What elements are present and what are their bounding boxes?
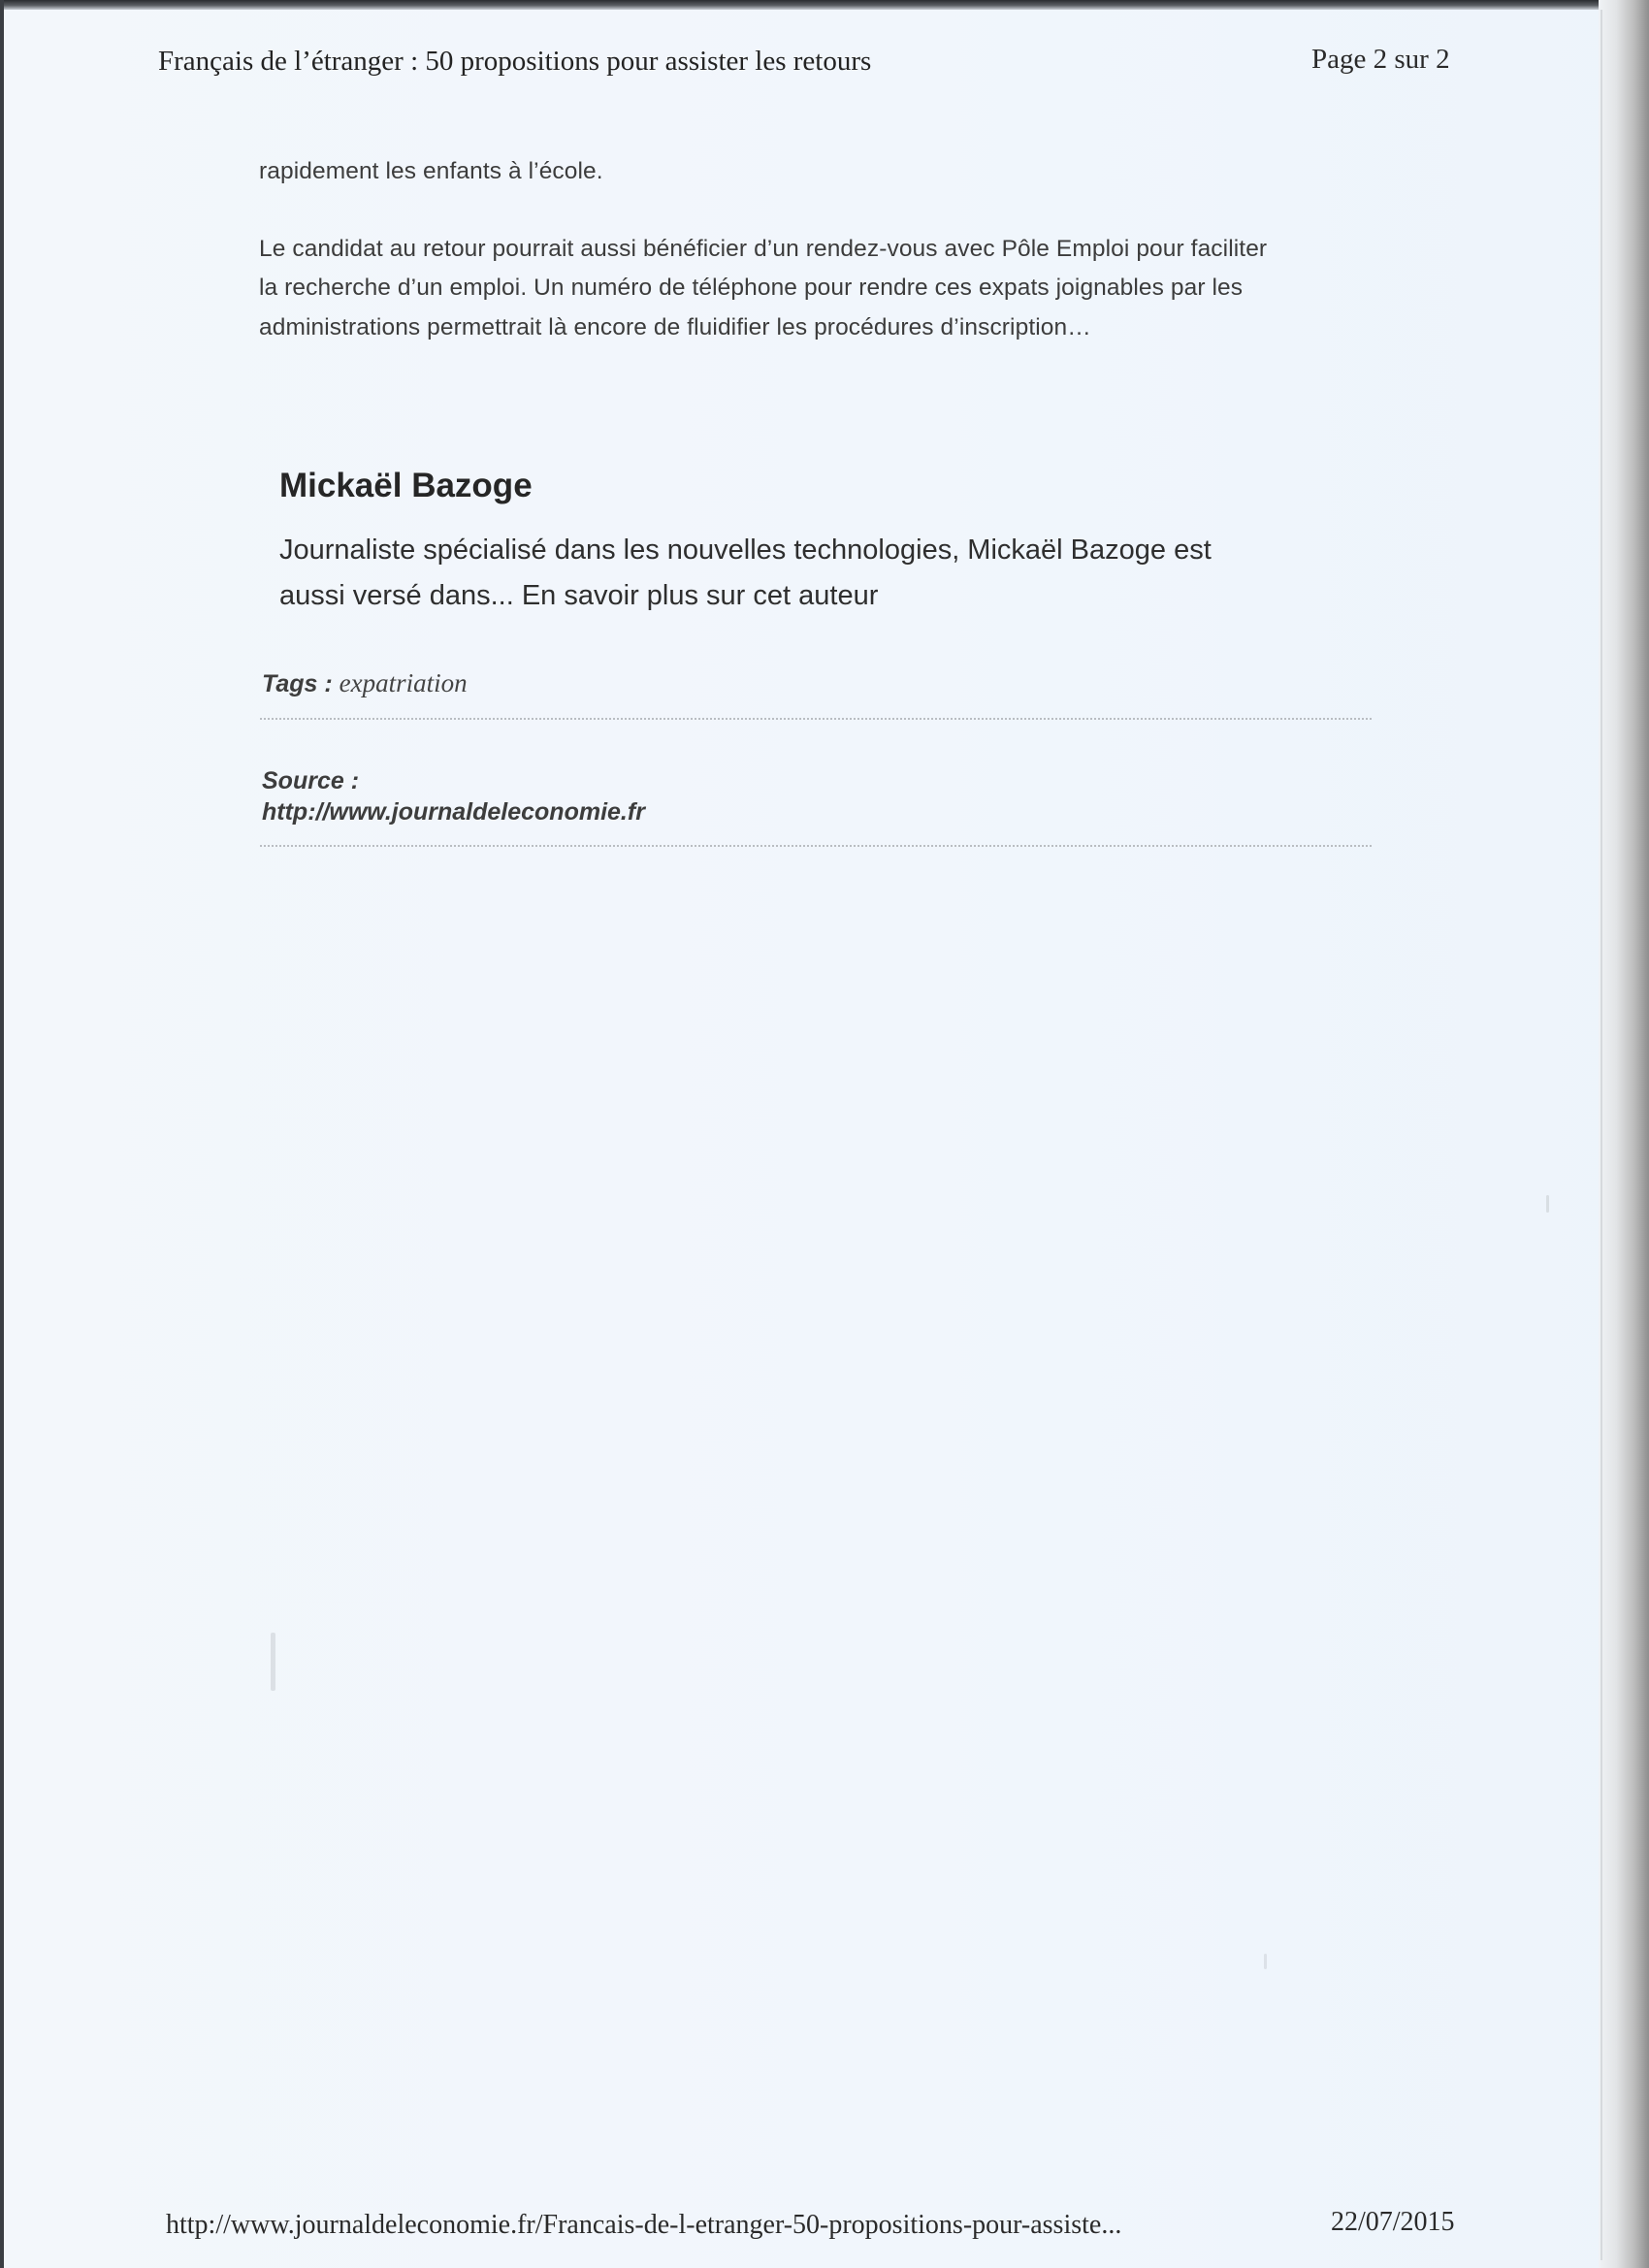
author-bio-line: aussi versé dans... En savoir plus sur cet auteur [279,580,879,611]
divider [260,718,1372,720]
page-indicator: Page 2 sur 2 [1311,44,1450,75]
tags-label: Tags : [262,670,340,697]
footer-url: http://www.journaldeleconomie.fr/Francais-de-l-etranger-50-propositions-pour-assiste... [166,2210,1122,2240]
tags-row [262,668,468,698]
scan-edge-left [0,0,4,2268]
scan-artifact [271,1633,275,1691]
tag-expatriation: expatriation [339,668,468,697]
paragraph-line: la recherche d’un emploi. Un numéro de téléphone pour rendre ces expats joignables par les [259,275,1244,301]
scan-edge-top [0,0,1649,10]
scan-edge-right-line [1600,10,1602,2260]
scan-edge-right [1599,0,1649,2268]
author-bio-line: Journaliste spécialisé dans les nouvelles technologies, Mickaël Bazoge est [279,535,1212,566]
scan-artifact [1264,1954,1267,1969]
running-head-title: Français de l’étranger : 50 propositions pour assister les retours [158,46,872,77]
footer-date: 22/07/2015 [1331,2207,1455,2237]
author-name: Mickaël Bazoge [279,467,533,504]
paragraph-line: administrations permettrait là encore de fluidifier les procédures d’inscription… [259,314,1091,340]
paragraph-line: Le candidat au retour pourrait aussi bénéficier d’un rendez-vous avec Pôle Emploi pour faciliter [259,236,1268,262]
source-url: http://www.journaldeleconomie.fr [262,798,645,826]
source-label: Source : [262,767,360,794]
scan-artifact [1546,1195,1549,1213]
divider [260,845,1372,847]
paragraph-line: rapidement les enfants à l’école. [259,158,603,184]
